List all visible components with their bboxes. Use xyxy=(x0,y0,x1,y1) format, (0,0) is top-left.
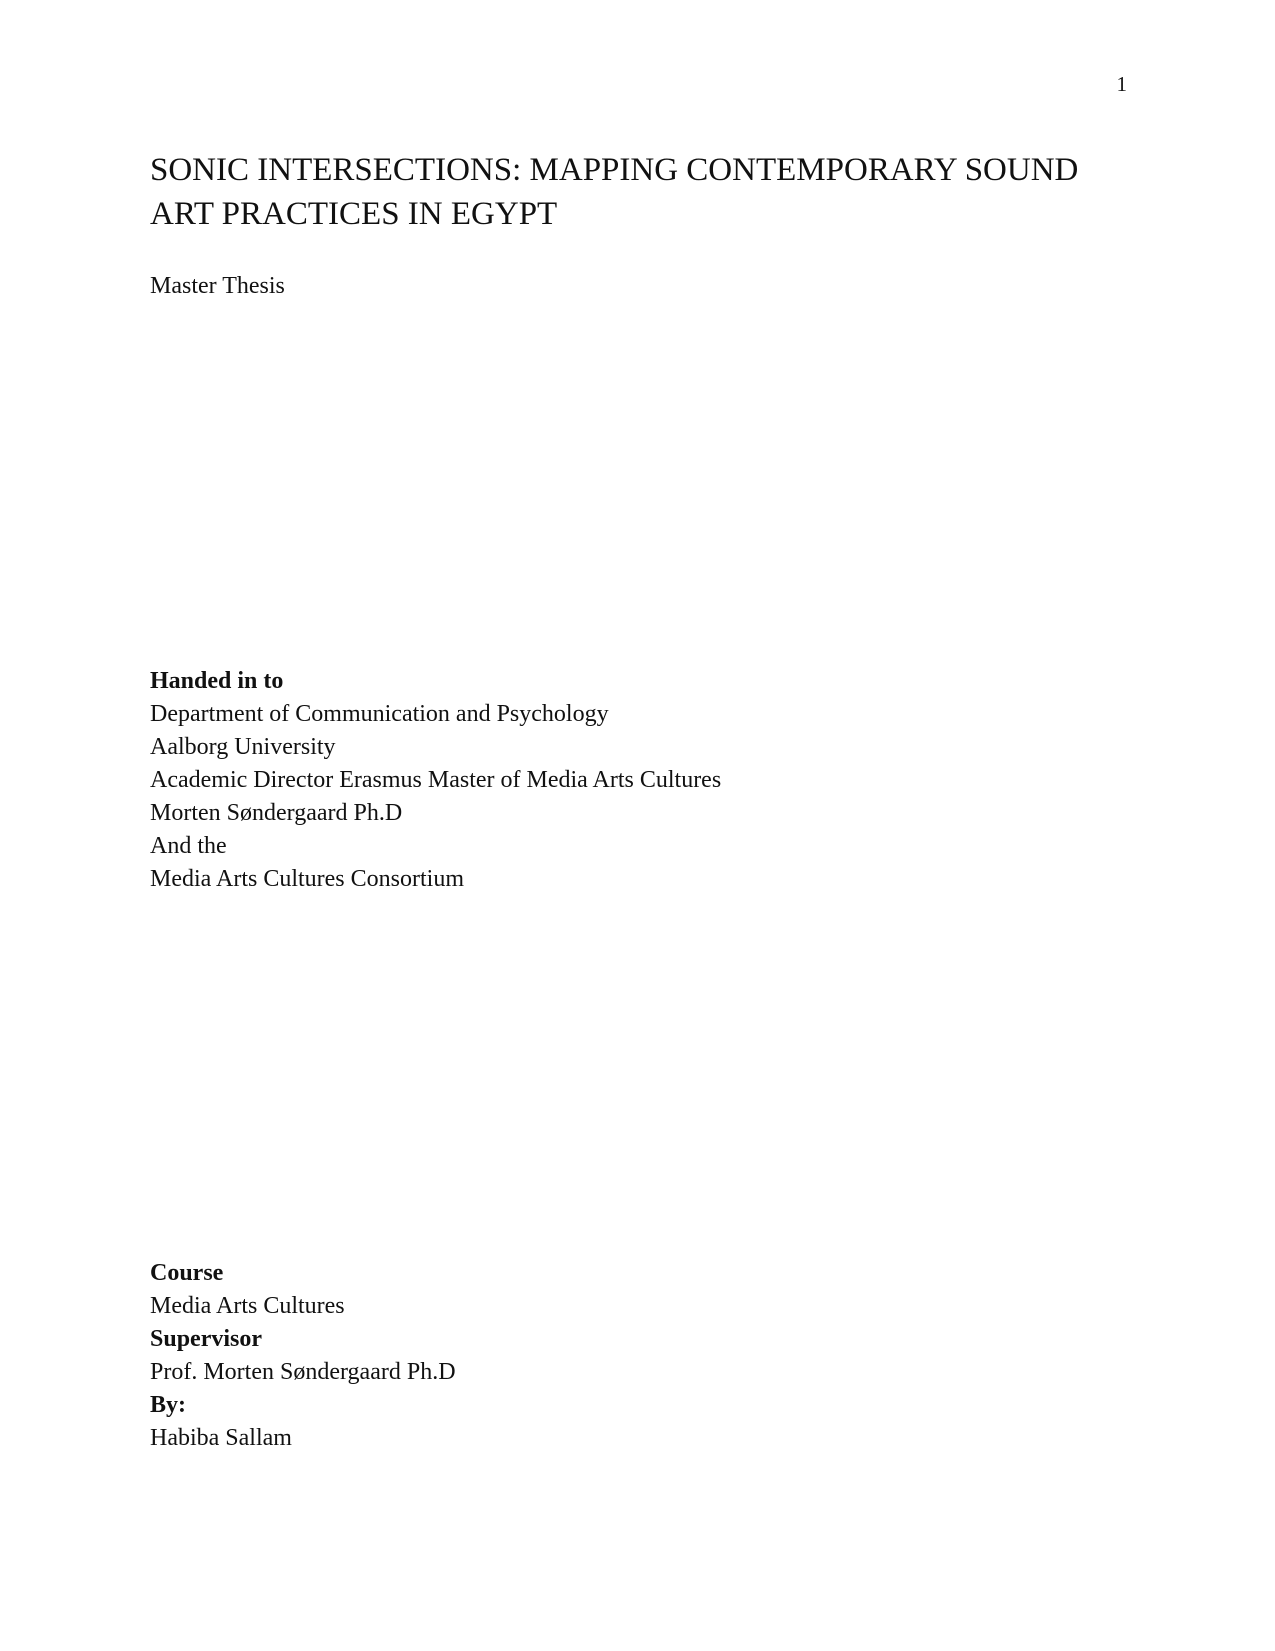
page-number: 1 xyxy=(1116,72,1127,96)
thesis-title-line-1: SONIC INTERSECTIONS: MAPPING CONTEMPORARY SOUND xyxy=(150,152,1079,188)
handed-in-line: Media Arts Cultures Consortium xyxy=(150,866,464,892)
handed-in-section xyxy=(150,665,721,896)
course-value: Media Arts Cultures xyxy=(150,1293,345,1319)
supervisor-value: Prof. Morten Søndergaard Ph.D xyxy=(150,1359,456,1385)
thesis-title-line-2: ART PRACTICES IN EGYPT xyxy=(150,196,558,232)
author-value: Habiba Sallam xyxy=(150,1425,292,1451)
handed-in-heading: Handed in to xyxy=(150,668,284,694)
course-section xyxy=(150,1257,456,1455)
handed-in-line: Aalborg University xyxy=(150,734,336,760)
handed-in-line: Department of Communication and Psychology xyxy=(150,701,609,727)
document-type: Master Thesis xyxy=(150,273,285,299)
supervisor-heading: Supervisor xyxy=(150,1326,263,1352)
handed-in-line: Morten Søndergaard Ph.D xyxy=(150,800,403,826)
thesis-title xyxy=(150,148,1130,236)
handed-in-line: Academic Director Erasmus Master of Media Arts Cultures xyxy=(150,767,722,793)
course-heading: Course xyxy=(150,1260,224,1286)
author-heading: By: xyxy=(150,1392,186,1418)
handed-in-line: And the xyxy=(150,833,227,859)
